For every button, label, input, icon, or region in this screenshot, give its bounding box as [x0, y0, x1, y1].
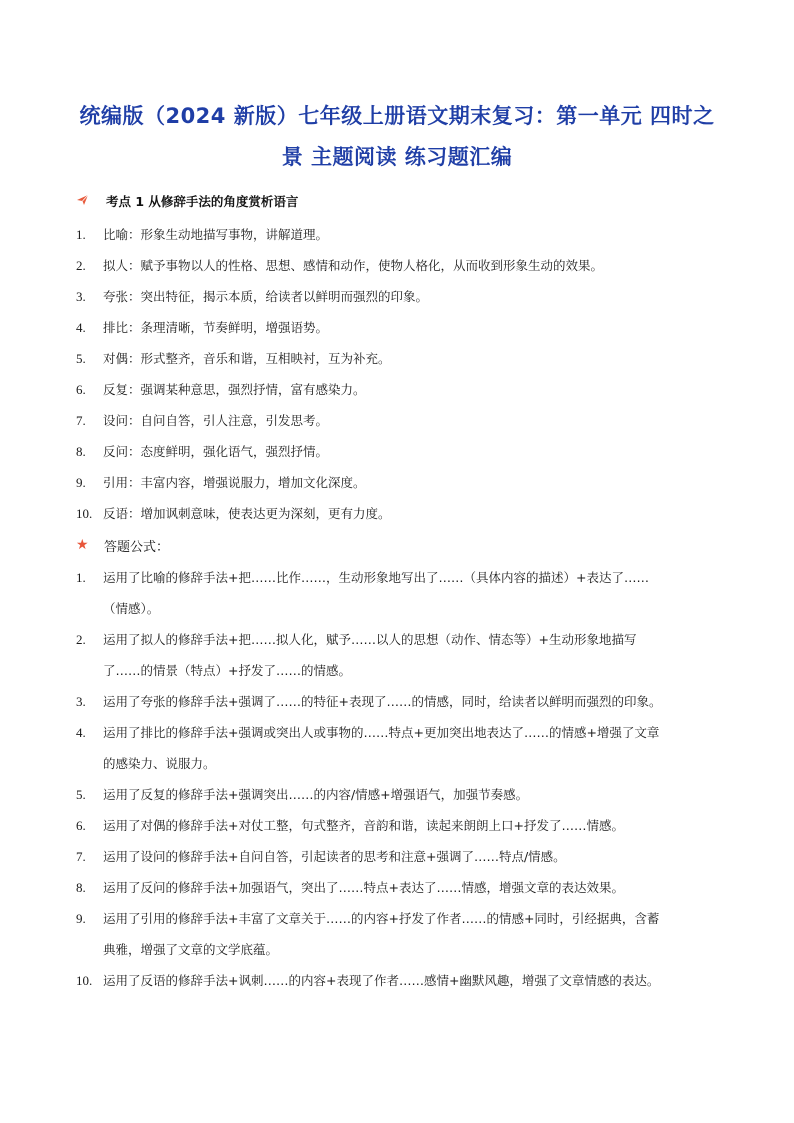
item-text: 设问：自问自答，引人注意，引发思考。 [103, 413, 329, 428]
answer-formula-item [76, 717, 722, 779]
item-number: 7. [76, 849, 86, 864]
item-text: 运用了引用的修辞手法+丰富了文章关于……的内容+抒发了作者……的情感+同时，引经据典，含蓄 典雅，增强了文章的文学底蕴。 [103, 911, 660, 957]
item-text: 运用了对偶的修辞手法+对仗工整，句式整齐，音韵和谐，读起来朗朗上口+抒发了……情感。 [103, 818, 624, 833]
item-number: 5. [76, 787, 86, 802]
item-text: 排比：条理清晰，节奏鲜明，增强语势。 [103, 320, 329, 335]
section-heading-1-label: 考点 1 从修辞手法的角度赏析语言 [106, 194, 299, 209]
item-number: 7. [76, 413, 86, 428]
item-text: 反问：态度鲜明，强化语气，强烈抒情。 [103, 444, 329, 459]
item-number: 4. [76, 725, 86, 740]
answer-formula-item [76, 686, 722, 717]
answer-formula-item [76, 965, 722, 996]
rhetoric-effect-item [76, 467, 722, 498]
item-text: 引用：丰富内容，增强说服力，增加文化深度。 [103, 475, 366, 490]
answer-formula-item [76, 810, 722, 841]
item-text: 运用了反复的修辞手法+强调突出……的内容/情感+增强语气，加强节奏感。 [103, 787, 529, 802]
item-number: 6. [76, 818, 86, 833]
item-number: 1. [76, 570, 86, 585]
item-number: 8. [76, 444, 86, 459]
item-number: 2. [76, 258, 86, 273]
item-number: 3. [76, 694, 86, 709]
item-number: 10. [76, 973, 93, 988]
section-heading-1 [76, 191, 298, 211]
item-number: 2. [76, 632, 86, 647]
item-text: 运用了比喻的修辞手法+把……比作……，生动形象地写出了……（具体内容的描述）+表达了…… （情感）。 [103, 570, 649, 616]
answer-formula-item [76, 903, 722, 965]
item-text: 运用了反问的修辞手法+加强语气，突出了……特点+表达了……情感，增强文章的表达效果。 [103, 880, 624, 895]
item-text: 反复：强调某种意思，强烈抒情，富有感染力。 [103, 382, 366, 397]
rhetoric-effect-item [76, 219, 722, 250]
item-text: 对偶：形式整齐，音乐和谐，互相映衬，互为补充。 [103, 351, 391, 366]
rhetoric-effect-item [76, 498, 722, 529]
item-text: 运用了夸张的修辞手法+强调了……的特征+表现了……的情感，同时，给读者以鲜明而强烈的印象。 [103, 694, 662, 709]
item-number: 8. [76, 880, 86, 895]
rhetoric-effect-item [76, 312, 722, 343]
answer-formula-item [76, 624, 722, 686]
answer-formula-list [76, 562, 722, 996]
item-number: 10. [76, 506, 93, 521]
item-text: 拟人：赋予事物以人的性格、思想、感情和动作，使物人格化，从而收到形象生动的效果。 [103, 258, 604, 273]
rhetoric-effect-item [76, 436, 722, 467]
answer-formula-item [76, 872, 722, 903]
page-title: 统编版（2024 新版）七年级上册语文期末复习：第一单元 四时之景 主题阅读 练习题汇编 [79, 104, 715, 169]
item-number: 9. [76, 911, 86, 926]
item-text: 比喻：形象生动地描写事物，讲解道理。 [103, 227, 329, 242]
item-text: 运用了排比的修辞手法+强调或突出人或事物的……特点+更加突出地表达了……的情感+增强了文章 的感染力、说服力。 [103, 725, 660, 771]
item-text: 运用了拟人的修辞手法+把……拟人化，赋予……以人的思想（动作、情态等）+生动形象地描写 了……的情景（特点）+抒发了……的情感。 [103, 632, 637, 678]
item-number: 9. [76, 475, 86, 490]
item-number: 5. [76, 351, 86, 366]
item-text: 夸张：突出特征，揭示本质，给读者以鲜明而强烈的印象。 [103, 289, 429, 304]
section-heading-2-label: 答题公式： [104, 539, 170, 555]
rhetoric-effect-item [76, 250, 722, 281]
rhetoric-effect-item [76, 374, 722, 405]
item-text: 运用了反语的修辞手法+讽刺……的内容+表现了作者……感情+幽默风趣，增强了文章情感的表达。 [103, 973, 660, 988]
item-number: 4. [76, 320, 86, 335]
rhetoric-effect-item [76, 281, 722, 312]
rhetoric-effects-list [76, 219, 722, 529]
answer-formula-item [76, 562, 722, 624]
item-number: 3. [76, 289, 86, 304]
answer-formula-item [76, 841, 722, 872]
answer-formula-item [76, 779, 722, 810]
section-heading-2 [76, 535, 169, 555]
item-text: 反语：增加讽刺意味，使表达更为深刻，更有力度。 [103, 506, 391, 521]
item-text: 运用了设问的修辞手法+自问自答，引起读者的思考和注意+强调了……特点/情感。 [103, 849, 566, 864]
rhetoric-effect-item [76, 343, 722, 374]
paper-plane-icon [76, 194, 96, 209]
item-number: 1. [76, 227, 86, 242]
rhetoric-effect-item [76, 405, 722, 436]
star-icon: ★ [76, 537, 89, 553]
item-number: 6. [76, 382, 86, 397]
